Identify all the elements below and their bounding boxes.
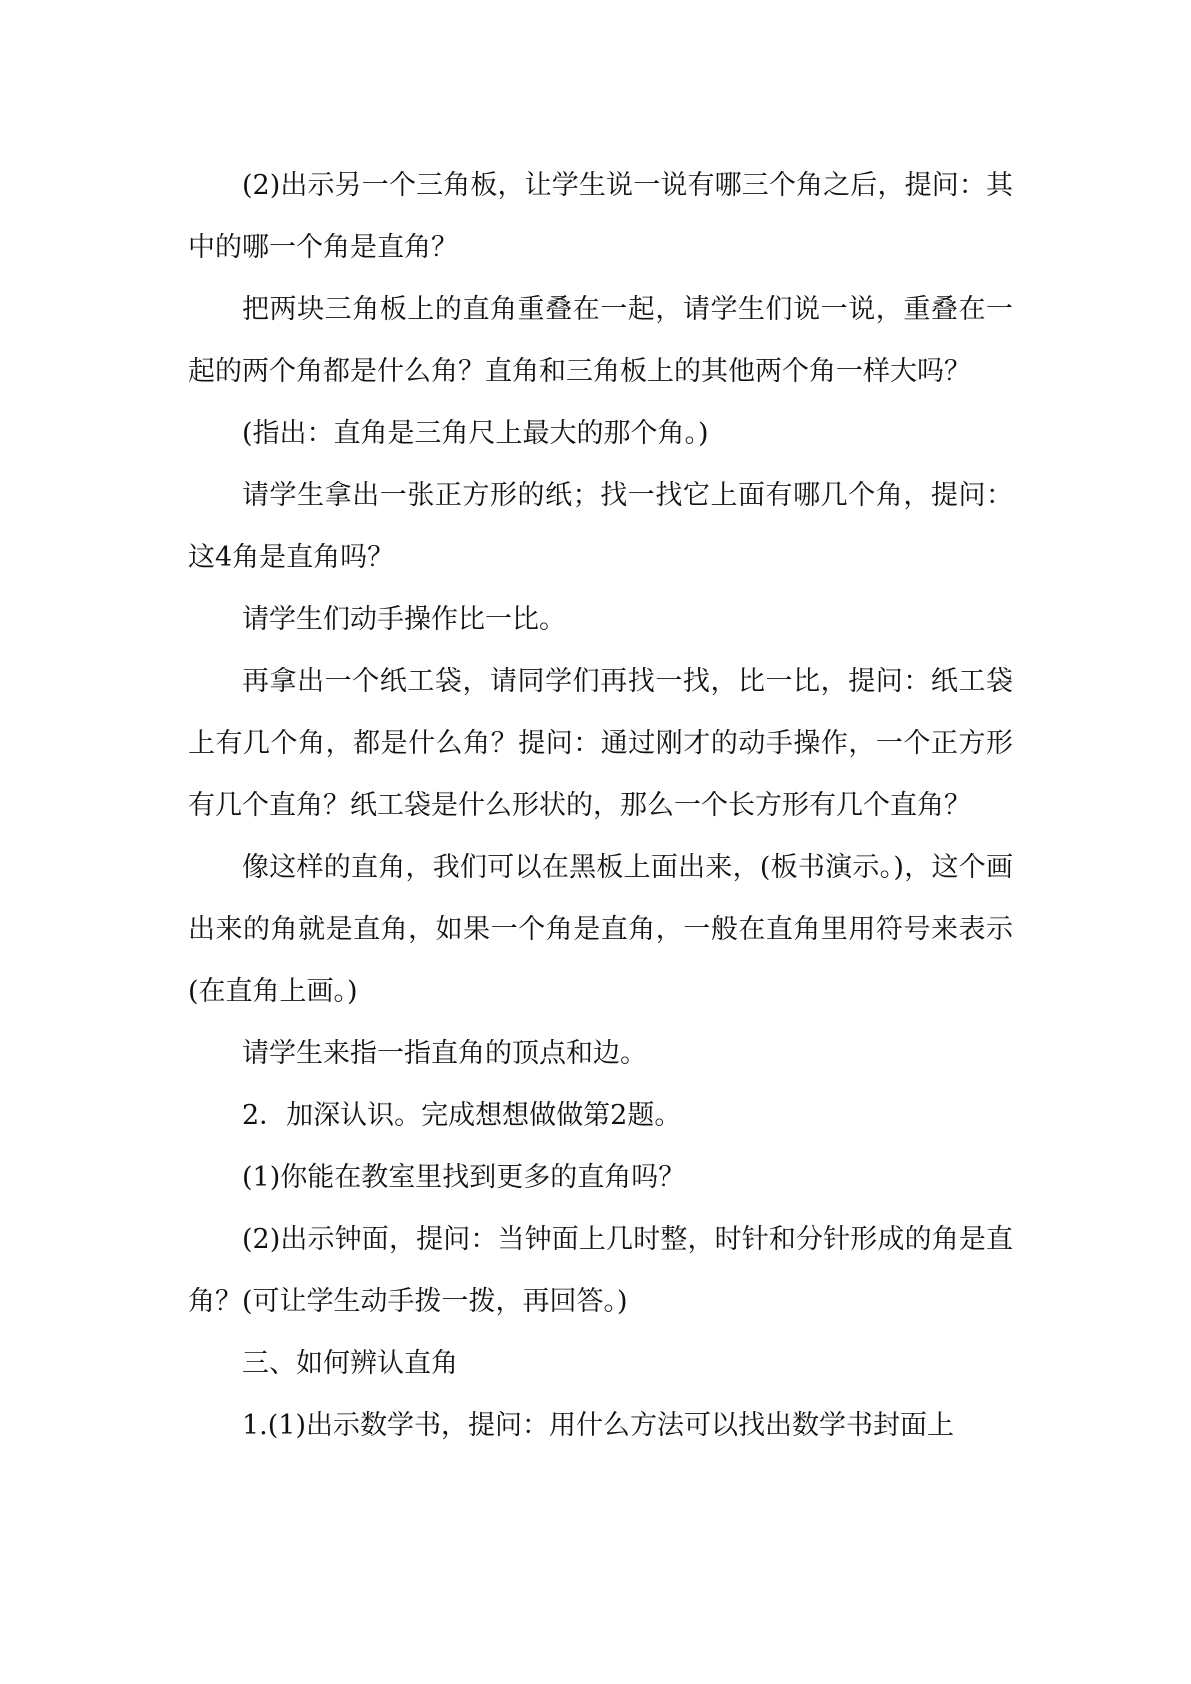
paragraph-10: (1)你能在教室里找到更多的直角吗？ — [242, 1162, 686, 1193]
paragraph-1: (2)出示另一个三角板，让学生说一说有哪三个角之后，提问：其中的哪一个角是直角？ — [188, 170, 1013, 263]
paragraph-3: (指出：直角是三角尺上最大的那个角。) — [242, 418, 709, 449]
paragraph-11: (2)出示钟面，提问：当钟面上几时整，时针和分针形成的角是直角？(可让学生动手拨一拨，再回答。) — [188, 1224, 1013, 1317]
paragraph-5: 请学生们动手操作比一比。 — [242, 604, 566, 635]
paragraph-7: 像这样的直角，我们可以在黑板上面出来，(板书演示。)，这个画出来的角就是直角，如果一个角是直角，一般在直角里用符号来表示(在直角上画。) — [188, 852, 1013, 1007]
document-body — [188, 155, 1013, 1457]
paragraph-13: 1.(1)出示数学书，提问：用什么方法可以找出数学书封面上 — [242, 1410, 955, 1441]
paragraph-4: 请学生拿出一张正方形的纸；找一找它上面有哪几个角，提问：这4角是直角吗？ — [188, 480, 1013, 573]
paragraph-6: 再拿出一个纸工袋，请同学们再找一找，比一比，提问：纸工袋上有几个角，都是什么角？提问：通过刚才的动手操作，一个正方形有几个直角？纸工袋是什么形状的，那么一个长方形有几个直角？ — [188, 666, 1013, 821]
paragraph-8: 请学生来指一指直角的顶点和边。 — [242, 1038, 647, 1069]
paragraph-9: 2．加深认识。完成想想做做第2题。 — [242, 1100, 682, 1131]
paragraph-2: 把两块三角板上的直角重叠在一起，请学生们说一说，重叠在一起的两个角都是什么角？直角和三角板上的其他两个角一样大吗？ — [188, 294, 1013, 387]
section-heading: 三、如何辨认直角 — [242, 1348, 458, 1379]
